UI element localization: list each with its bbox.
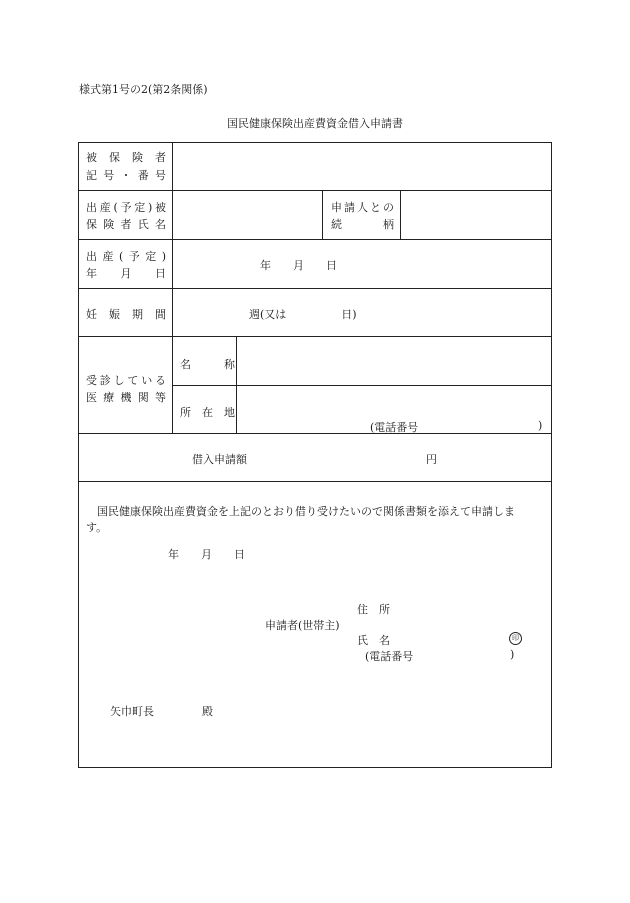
insured-id-field[interactable] bbox=[174, 145, 550, 189]
relation-label-2: 続 柄 bbox=[331, 218, 394, 231]
loan-amount-label: 借入申請額 bbox=[192, 453, 247, 466]
row-divider bbox=[78, 433, 552, 434]
pregnancy-label: 妊 娠 期 間 bbox=[86, 308, 166, 321]
address-label: 住 所 bbox=[357, 603, 390, 616]
loan-amount-field[interactable] bbox=[270, 444, 420, 472]
form-number: 様式第1号の2(第2条関係) bbox=[79, 83, 208, 96]
row-divider bbox=[78, 481, 552, 482]
clinic-label-2: 医療機関等 bbox=[86, 391, 166, 404]
statement-text-line1: 国民健康保険出産費資金を上記のとおり借り受けたいので関係書類を添えて申請しま bbox=[97, 505, 515, 518]
birth-date-label-2: 年 月 日 bbox=[86, 267, 166, 280]
applicant-address-field[interactable] bbox=[400, 596, 520, 616]
column-divider bbox=[236, 336, 237, 433]
row-divider bbox=[78, 190, 552, 191]
birth-date-label-1: 出産(予定) bbox=[86, 250, 166, 263]
insured-id-label-2: 記号・番号 bbox=[86, 169, 166, 182]
applicant-label: 申請者(世帯主) bbox=[265, 619, 340, 632]
applicant-name-field[interactable] bbox=[400, 628, 500, 646]
clinic-name-field[interactable] bbox=[238, 338, 550, 383]
statement-text-line2: す。 bbox=[86, 521, 108, 534]
honorific: 殿 bbox=[202, 705, 213, 718]
mother-name-label-1: 出産(予定)被 bbox=[86, 201, 166, 214]
birth-date-field[interactable]: 年 月 日 bbox=[260, 259, 337, 272]
name-label: 氏 名 bbox=[357, 634, 390, 647]
applicant-phone-close: ) bbox=[510, 648, 515, 661]
row-divider bbox=[172, 385, 552, 386]
row-divider bbox=[78, 239, 552, 240]
mother-name-field[interactable] bbox=[174, 193, 320, 237]
column-divider bbox=[400, 190, 401, 239]
seal-mark: 印 bbox=[509, 632, 522, 645]
clinic-phone-label: (電話番号 bbox=[370, 421, 419, 434]
column-divider bbox=[172, 142, 173, 433]
clinic-address-field[interactable] bbox=[238, 387, 550, 417]
insured-id-label-1: 被 保 険 者 bbox=[86, 151, 166, 164]
clinic-address-label: 所 在 地 bbox=[180, 406, 235, 419]
column-divider bbox=[322, 190, 323, 239]
relation-label-1: 申請人との bbox=[331, 201, 394, 214]
document-title: 国民健康保険出産費資金借入申請書 bbox=[227, 117, 403, 130]
addressee: 矢巾町長 bbox=[110, 705, 154, 718]
clinic-label-1: 受診している bbox=[86, 374, 166, 387]
clinic-phone-close: ) bbox=[538, 419, 543, 432]
application-date-field[interactable]: 年 月 日 bbox=[168, 548, 245, 561]
loan-amount-unit: 円 bbox=[426, 453, 437, 466]
applicant-phone-label: (電話番号 bbox=[365, 650, 414, 663]
row-divider bbox=[78, 336, 552, 337]
pregnancy-weeks-field[interactable]: 週(又は 日) bbox=[249, 308, 357, 321]
row-divider bbox=[78, 288, 552, 289]
mother-name-label-2: 保険者氏名 bbox=[86, 218, 166, 231]
clinic-name-label: 名 称 bbox=[180, 358, 235, 371]
relation-field[interactable] bbox=[402, 193, 550, 237]
